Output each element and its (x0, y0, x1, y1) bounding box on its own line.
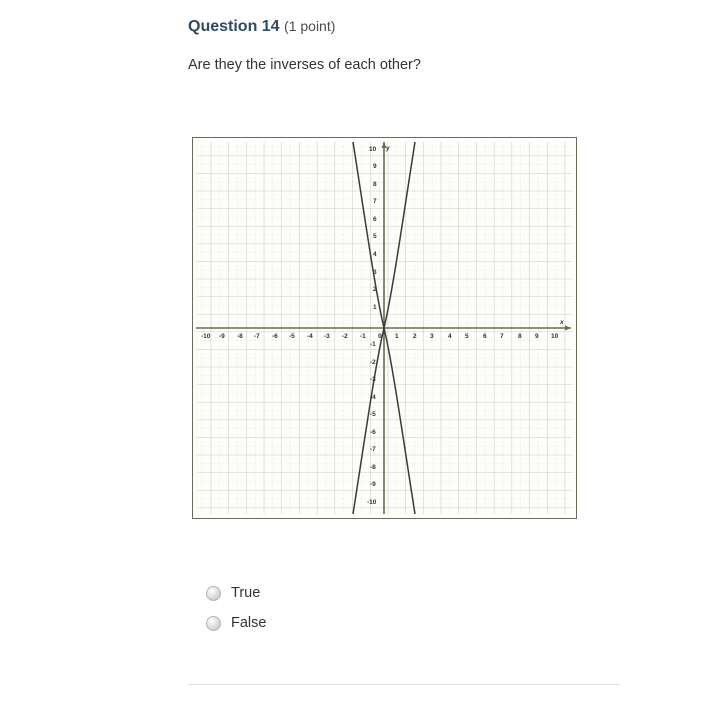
svg-text:8: 8 (373, 181, 377, 188)
question-header (188, 16, 335, 37)
svg-text:4: 4 (448, 333, 452, 340)
section-divider (188, 684, 620, 685)
svg-text:-7: -7 (254, 333, 260, 340)
svg-text:2: 2 (373, 286, 377, 293)
svg-text:-7: -7 (370, 446, 376, 453)
svg-text:6: 6 (483, 333, 487, 340)
svg-text:-3: -3 (370, 376, 376, 383)
svg-text:0: 0 (378, 333, 382, 340)
svg-text:-6: -6 (370, 429, 376, 436)
coordinate-graph (193, 138, 576, 518)
svg-text:-5: -5 (370, 411, 376, 418)
svg-text:7: 7 (373, 198, 377, 205)
svg-text:5: 5 (373, 233, 377, 240)
svg-text:10: 10 (551, 333, 559, 340)
svg-text:-5: -5 (289, 333, 295, 340)
answer-option-true[interactable] (206, 578, 506, 608)
svg-text:4: 4 (373, 251, 377, 258)
svg-text:5: 5 (465, 333, 469, 340)
question-points: (1 point) (284, 18, 336, 34)
svg-text:-1: -1 (370, 341, 376, 348)
radio-button-icon[interactable] (206, 586, 221, 601)
svg-text:2: 2 (413, 333, 417, 340)
svg-text:-2: -2 (342, 333, 348, 340)
svg-text:-6: -6 (272, 333, 278, 340)
radio-button-icon[interactable] (206, 616, 221, 631)
svg-text:-9: -9 (370, 481, 376, 488)
svg-text:9: 9 (535, 333, 539, 340)
svg-text:3: 3 (430, 333, 434, 340)
graph-image (192, 137, 577, 519)
answer-label-true: True (231, 585, 261, 601)
svg-text:3: 3 (373, 269, 377, 276)
svg-text:-4: -4 (370, 394, 376, 401)
svg-text:9: 9 (373, 163, 377, 170)
svg-text:-9: -9 (219, 333, 225, 340)
svg-text:7: 7 (500, 333, 504, 340)
question-prompt: Are they the inverses of each other? (188, 57, 421, 73)
svg-text:8: 8 (518, 333, 522, 340)
svg-text:-3: -3 (324, 333, 330, 340)
svg-text:10: 10 (369, 146, 377, 153)
svg-text:1: 1 (395, 333, 399, 340)
svg-text:-2: -2 (370, 359, 376, 366)
svg-text:x: x (560, 319, 564, 326)
answer-option-false[interactable] (206, 608, 506, 638)
svg-text:-1: -1 (360, 333, 366, 340)
svg-text:1: 1 (373, 304, 377, 311)
question-title: Question 14 (188, 18, 280, 35)
svg-text:-4: -4 (307, 333, 313, 340)
answer-options (206, 578, 506, 638)
svg-text:-8: -8 (370, 464, 376, 471)
answer-label-false: False (231, 615, 267, 631)
svg-text:-8: -8 (237, 333, 243, 340)
svg-text:-10: -10 (201, 333, 211, 340)
svg-text:y: y (386, 145, 390, 152)
svg-text:-10: -10 (367, 499, 377, 506)
svg-text:6: 6 (373, 216, 377, 223)
